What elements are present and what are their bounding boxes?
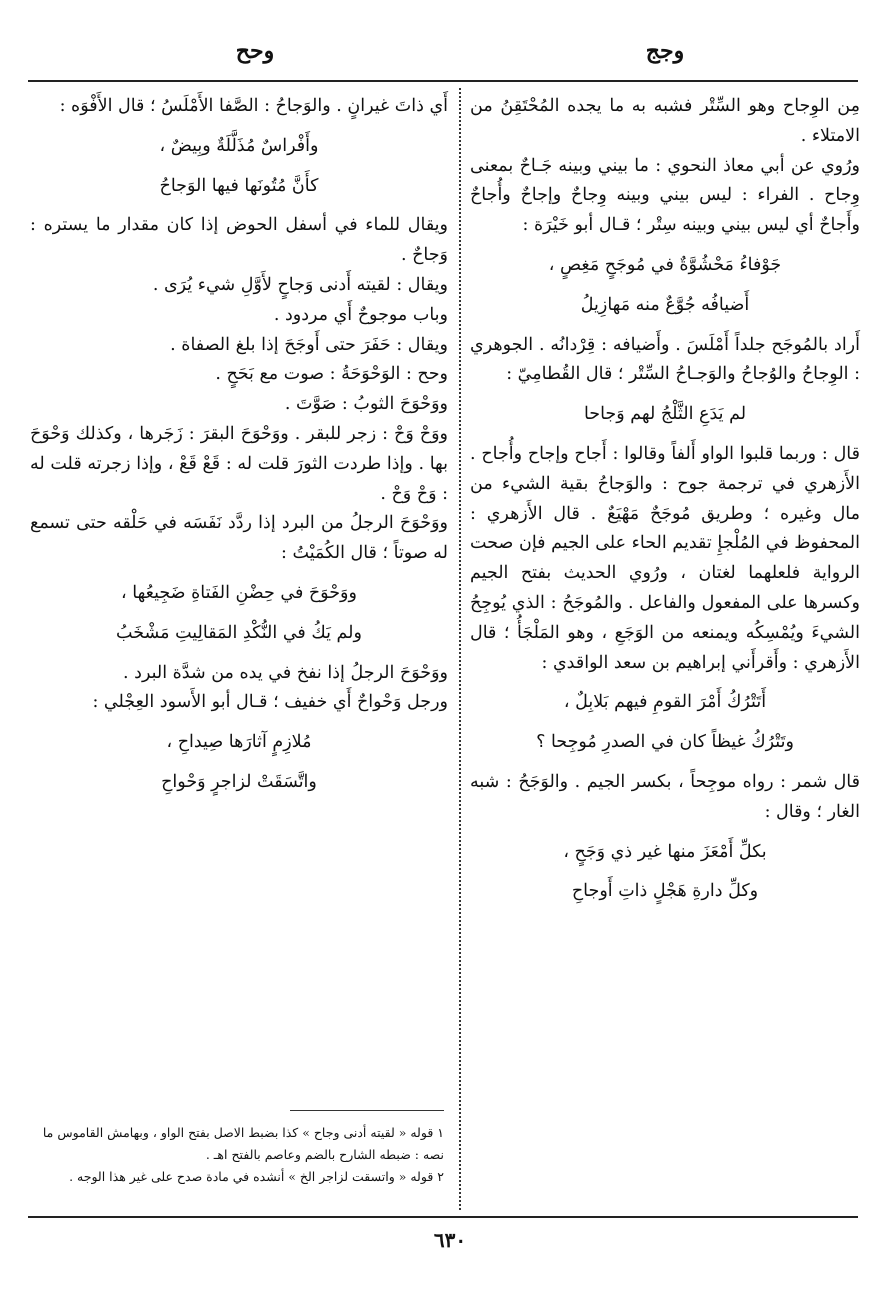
verse-line: أَتَتْرُكُ أَمْرَ القومِ فيهم بَلابِلٌ ، xyxy=(563,692,767,713)
verse-line: أَضيافُه جُوَّعٌ منه مَهازِيلُ xyxy=(580,294,750,315)
footnote: ١ قوله « لقيته أدنى وجاح » كذا بضبط الاصل بفتح الواو ، وبهامش القاموس ما نصه : ضبطه الشارح بالضم وعاصم بالفتح اهـ . xyxy=(42,1125,444,1162)
verse-line: مُلازِمٍ آثارَها صِيداحِ ، xyxy=(166,732,312,753)
column-divider xyxy=(459,88,461,1210)
paragraph: وباب موجوحٌ أَي مردود . xyxy=(273,304,448,325)
running-header-left: وحح xyxy=(235,38,275,64)
paragraph: قال : وربما قلبوا الواو أَلفاً وقالوا : أَجاح وإجاح وأُجاح . الأَزهري في ترجمة جوح : والوَجاحُ بقية الشيء من مال وغيره ؛ وطريق مُوجَحٌ مَهْيَعٌ . قال الأَزهري : المحفوظ في المُلْجإِ تقديم الحاء على الجيم فإن صحت الرواية فلعلهما لغتان ، ورُوي الحديث بفتح الجيم وكسرها على المفعول والفاعل . والمُوجَحُ : الذي يُوجِحُ الشيءَ ويُمْسِكُه ويمنعه من الوَجَعِ ، وهو المَلْجَأُ ؛ قال الأَزهري : وأَقرأَني إبراهيم بن سعد الواقدي : xyxy=(470,443,860,673)
verse-line: لم يَدَعِ الثَّلْجُ لهم وَجاحا xyxy=(583,404,747,425)
verse-line: ووَحْوَحَ في حِضْنِ الفَتاةِ ضَجِيعُها ، xyxy=(121,582,357,603)
paragraph: ووَحْوَحَ الرجلُ من البرد إذا ردَّد نَفَسَه في حَلْقه حتى تسمع له صوتاً ؛ قال الكُمَيْتُ : xyxy=(30,513,448,564)
paragraph: ورُوي عن أبي معاذ النحوي : ما بيني وبينه جَـاحٌ بمعنى وِجاح . الفراء : ليس بيني وبينه وِجاحٌ وإجاحٌ وأُجاحٌ وأَجاحٌ أي ليس بيني وبينه سِتْر ؛ قـال أبو خَيْرَة : xyxy=(470,155,860,236)
right-column xyxy=(470,92,860,917)
verse-line: كأَنَّ مُتُونَها فيها الوَجاحُ xyxy=(159,175,319,196)
running-header-right: وجج xyxy=(645,38,685,64)
left-column xyxy=(30,92,448,808)
verse-line: ولم يَكُ في النُّكْدِ المَقالِيتِ مَشْخَبُ xyxy=(116,622,362,643)
top-rule xyxy=(28,80,858,82)
paragraph: ووَحْوَحَ الرجلُ إذا نفخ في يده من شدَّة البرد . xyxy=(123,662,448,683)
paragraph: ويقال : حَفَرَ حتى أَوجَحَ إذا بلغ الصفاة . xyxy=(170,334,448,355)
paragraph: أَراد بالمُوجَح جلداً أَمْلَسَ . وأَضيافه : قِرْدانُه . الجوهري : الوِجاحُ والوُجاحُ والوَجـاحُ السِّتْر ؛ قال القُطامِيّ : xyxy=(470,334,860,385)
paragraph: ووَحْ وَحْ : زجر للبقر . ووَحْوَحَ البقرَ : زَجَرها ، وكذلك وَحْوَحَ بها . وإذا طردت الثورَ قلت له : قَعْ قَعْ ، وإذا زجرته قلت له : وَحْ وَحْ . xyxy=(30,423,448,504)
bottom-rule xyxy=(28,1216,858,1218)
verse-line: وتَتْرُكُ غيظاً كان في الصدرِ مُوجِحا ؟ xyxy=(536,732,794,753)
verse-line: وأَفْراسٌ مُذَلَّلَةٌ وبِيضٌ ، xyxy=(159,135,319,156)
verse-line: بكلِّ أَمْعَزَ منها غير ذي وَجَحٍ ، xyxy=(563,841,767,862)
paragraph: ورجل وَحْواحٌ أَي خفيف ؛ قـال أبو الأَسود العِجْلي : xyxy=(92,692,448,713)
paragraph: ووَحْوَحَ الثوبُ : صَوَّتَ . xyxy=(284,394,448,415)
verse-line: واتَّسَقَتْ لزاجرٍ وَحْواحِ xyxy=(161,771,317,792)
verse-line: وكلِّ دارةِ هَجْلٍ ذاتِ أَوجاحِ xyxy=(571,881,759,902)
paragraph: مِن الوِجاح وهو السِّتْر فشبه به ما يجده المُحْتَقِنُ من الامتلاء . xyxy=(470,96,860,146)
footnotes xyxy=(34,1122,444,1188)
page-number: ٦٣٠ xyxy=(433,1228,467,1252)
entry-heading: وحح : الوَحْوَحَةُ : صوت مع بَحَحٍ . xyxy=(215,364,448,385)
verse-line: جَوْفاءُ مَحْشُوَّةٌ في مُوجَحٍ مَغِصٍ ، xyxy=(548,254,782,275)
paragraph: قال شمر : رواه موجِحاً ، بكسر الجيم . والوَجَحُ : شبه الغار ؛ وقال : xyxy=(470,771,860,822)
paragraph: ويقال : لقيته أَدنى وَجاحٍ لأَوَّلِ شيء يُرَى . xyxy=(152,274,448,295)
paragraph: ويقال للماء في أسفل الحوض إذا كان مقدار ما يستره : وَجاحٌ . xyxy=(30,215,448,266)
paragraph: أَي ذاتَ غيرانٍ . والوَجاحُ : الصَّفا الأَمْلَسُ ؛ قال الأَفْوَه : xyxy=(59,96,448,116)
footnote: ٢ قوله « واتسقت لزاجر الخ » أنشده في مادة صدح على غير هذا الوجه . xyxy=(69,1169,444,1184)
footnote-rule xyxy=(290,1110,444,1111)
